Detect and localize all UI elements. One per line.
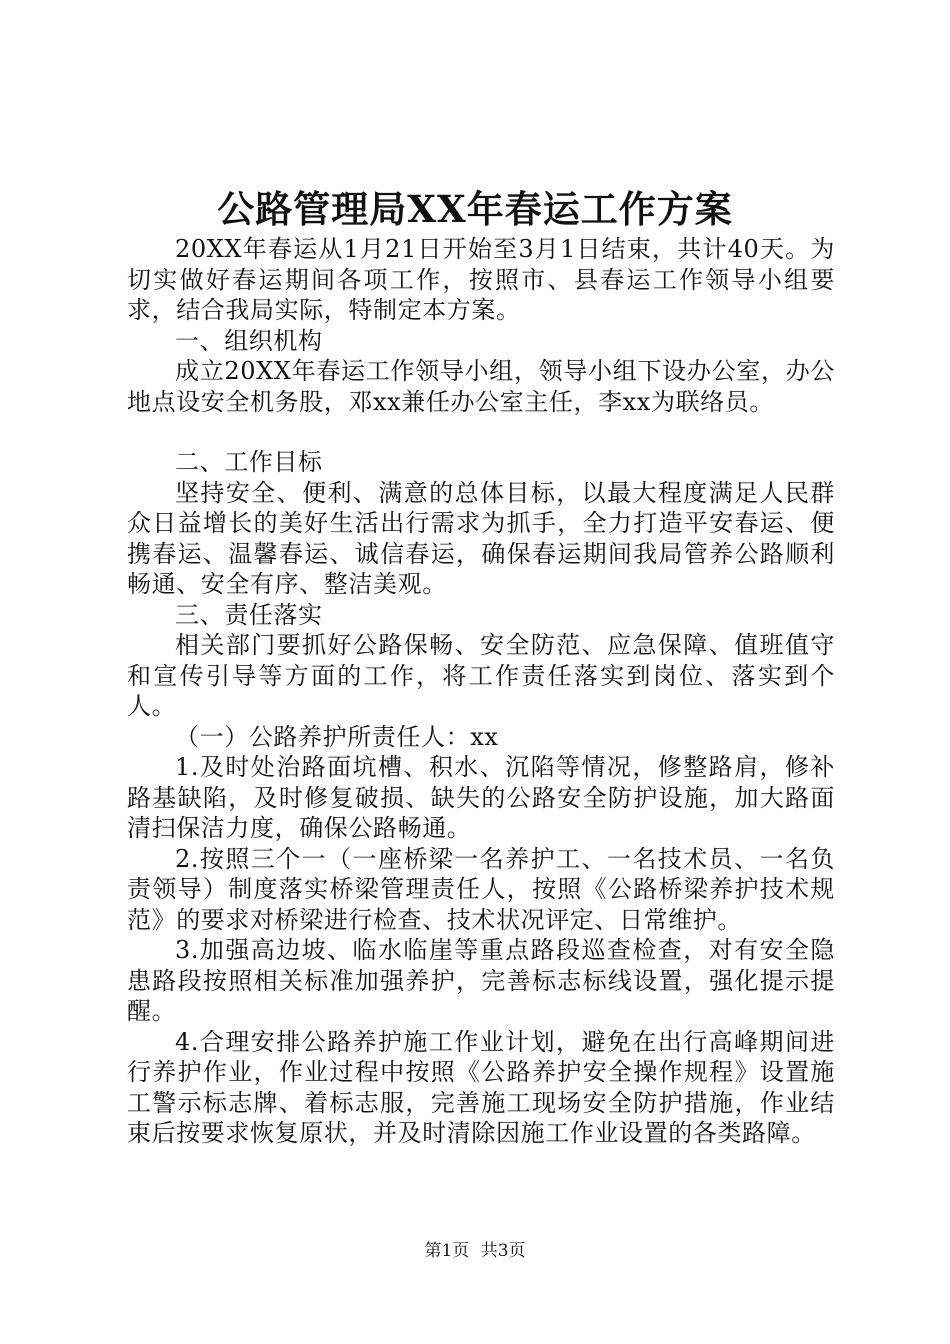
document-body: [127, 234, 835, 1149]
page-footer: [0, 1240, 950, 1262]
section-heading-goals: 二、工作目标: [175, 448, 323, 476]
list-item-1: 1.及时处治路面坑槽、积水、沉陷等情况，修整路肩，修补路基缺陷，及时修复破损、缺失的公路安全防护设施，加大路面清扫保洁力度，确保公路畅通。: [127, 753, 835, 842]
list-item-2: 2.按照三个一（一座桥梁一名养护工、一名技术员、一名负责领导）制度落实桥梁管理责任人，按照《公路桥梁养护技术规范》的要求对桥梁进行检查、技术状况评定、日常维护。: [127, 844, 835, 934]
section-heading-organization: 一、组织机构: [175, 326, 323, 355]
paragraph-intro: 20XX年春运从1月21日开始至3月1日结束，共计40天。为切实做好春运期间各项工作，按照市、县春运工作领导小组要求，结合我局实际，特制定本方案。: [127, 235, 835, 324]
paragraph-responsibility: 相关部门要抓好公路保畅、安全防范、应急保障、值班值守和宣传引导等方面的工作，将工作责任落实到岗位、落实到个人。: [127, 631, 835, 720]
page-number-current: 第1页: [424, 1241, 470, 1261]
paragraph-organization: 成立20XX年春运工作领导小组，领导小组下设办公室，办公地点设安全机务股，邓xx兼任办公室主任，李xx为联络员。: [127, 357, 835, 416]
page-number-total: 共3页: [480, 1241, 526, 1261]
list-item-3: 3.加强高边坡、临水临崖等重点路段巡查检查，对有安全隐患路段按照相关标准加强养护，完善标志标线设置，强化提示提醒。: [127, 936, 835, 1025]
list-item-4: 4.合理安排公路养护施工作业计划，避免在出行高峰期间进行养护作业，作业过程中按照《公路养护安全操作规程》设置施工警示标志牌、着标志服，完善施工现场安全防护措施，作业结束后按要求恢复原状，并及时清除因施工作业设置的各类路障。: [127, 1027, 835, 1147]
paragraph-goals: 坚持安全、便利、满意的总体目标，以最大程度满足人民群众日益增长的美好生活出行需求为抓手，全力打造平安春运、便携春运、温馨春运、诚信春运，确保春运期间我局管养公路顺利畅通、安全有序、整洁美观。: [127, 478, 835, 598]
subsection-heading-maintenance: （一）公路养护所责任人：xx: [175, 722, 499, 751]
document-title: 公路管理局XX年春运工作方案: [217, 187, 733, 231]
section-heading-responsibility: 三、责任落实: [175, 600, 323, 629]
